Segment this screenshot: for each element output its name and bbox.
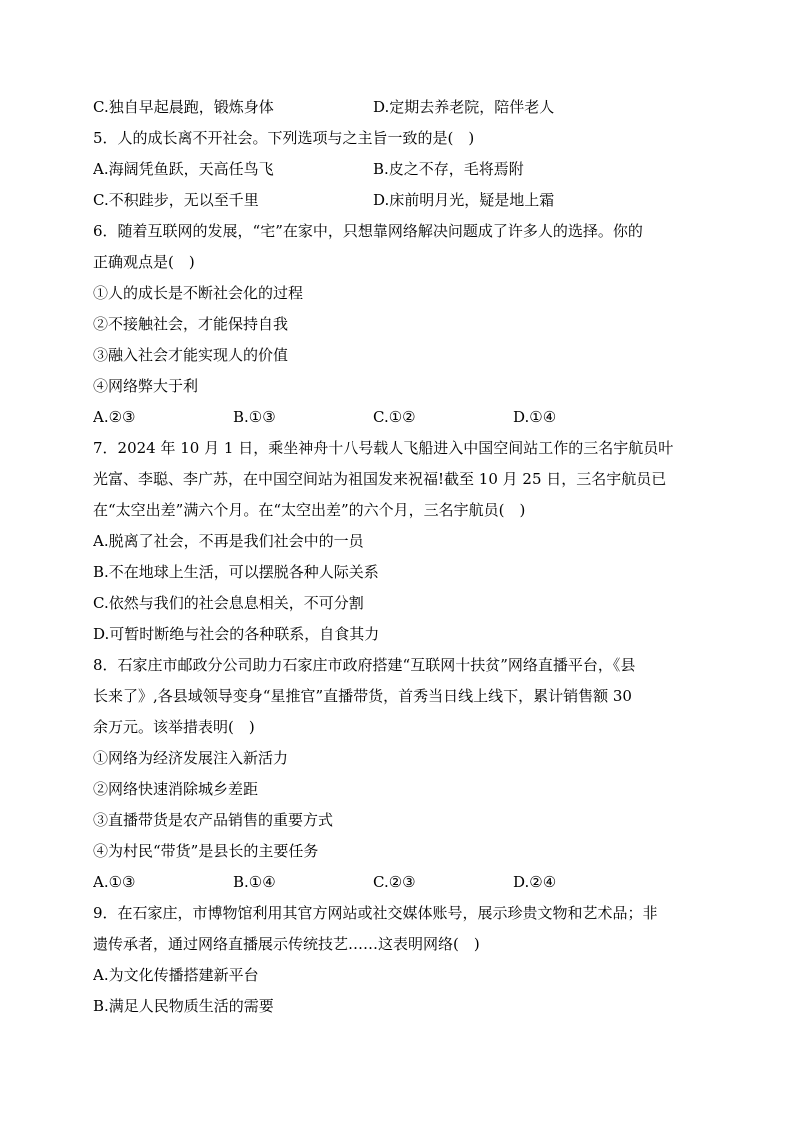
q6-item-1: ①人的成长是不断社会化的过程 bbox=[93, 284, 304, 302]
q9-option-a: A.为文化传播搭建新平台 bbox=[93, 966, 259, 984]
q4-options-cd bbox=[93, 92, 703, 123]
q6-option-a: A.②③ bbox=[93, 408, 136, 426]
q5-options-cd bbox=[93, 185, 703, 216]
q8-option-d: D.②④ bbox=[513, 873, 557, 891]
q7-stem-line3: 在“太空出差”满六个月。在“太空出差”的六个月，三名宇航员( ) bbox=[93, 501, 526, 519]
q6-item-2: ②不接触社会，才能保持自我 bbox=[93, 315, 289, 333]
q7-stem-line2: 光富、李聪、李广苏，在中国空间站为祖国发来祝福!截至 10 月 25 日，三名宇航员已 bbox=[93, 470, 667, 488]
q6-options bbox=[93, 402, 703, 433]
q8-item-1: ①网络为经济发展注入新活力 bbox=[93, 749, 289, 767]
q8-stem-line3: 余万元。该举措表明( ) bbox=[93, 718, 255, 736]
q8-item-2: ②网络快速消除城乡差距 bbox=[93, 780, 259, 798]
q4-option-c: C.独自早起晨跑，锻炼身体 bbox=[93, 98, 274, 116]
q6-option-c: C.①② bbox=[373, 408, 416, 426]
q9-option-b: B.满足人民物质生活的需要 bbox=[93, 997, 274, 1015]
q8-option-a: A.①③ bbox=[93, 873, 136, 891]
q5-option-c: C.不积跬步，无以至千里 bbox=[93, 191, 259, 209]
q8-item-4: ④为村民“带货”是县长的主要任务 bbox=[93, 842, 319, 860]
q6-stem-line2: 正确观点是( ) bbox=[93, 253, 195, 271]
exam-page bbox=[93, 92, 703, 1022]
q7-stem-line1: 7．2024 年 10 月 1 日，乘坐神舟十八号载人飞船进入中国空间站工作的三名宇航员叶 bbox=[93, 439, 674, 457]
q6-option-b: B.①③ bbox=[233, 408, 276, 426]
q8-option-b: B.①④ bbox=[233, 873, 276, 891]
q7-option-b: B.不在地球上生活，可以摆脱各种人际关系 bbox=[93, 563, 379, 581]
q9-stem-line2: 遗传承者，通过网络直播展示传统技艺……这表明网络( ) bbox=[93, 935, 480, 953]
q8-item-3: ③直播带货是农产品销售的重要方式 bbox=[93, 811, 334, 829]
q5-option-b: B.皮之不存，毛将焉附 bbox=[373, 160, 524, 178]
q8-stem-line2: 长来了》,各县域领导变身“星推官”直播带货，首秀当日线上线下，累计销售额 30 bbox=[93, 687, 632, 705]
q4-option-d: D.定期去养老院，陪伴老人 bbox=[373, 98, 555, 116]
q6-item-4: ④网络弊大于利 bbox=[93, 377, 199, 395]
q8-stem-line1: 8．石家庄市邮政分公司助力石家庄市政府搭建“互联网十扶贫”网络直播平台，《县 bbox=[93, 656, 636, 674]
q7-option-c: C.依然与我们的社会息息相关，不可分割 bbox=[93, 594, 364, 612]
q8-option-c: C.②③ bbox=[373, 873, 416, 891]
q6-option-d: D.①④ bbox=[513, 408, 557, 426]
q7-option-a: A.脱离了社会，不再是我们社会中的一员 bbox=[93, 532, 364, 550]
q5-option-a: A.海阔凭鱼跃，天高任鸟飞 bbox=[93, 160, 274, 178]
q9-stem-line1: 9．在石家庄，市博物馆利用其官方网站或社交媒体账号，展示珍贵文物和艺术品；非 bbox=[93, 904, 658, 922]
q8-options bbox=[93, 867, 703, 898]
q5-options-ab bbox=[93, 154, 703, 185]
q5-stem: 5．人的成长离不开社会。下列选项与之主旨一致的是( ) bbox=[93, 129, 475, 147]
q7-option-d: D.可暂时断绝与社会的各种联系，自食其力 bbox=[93, 625, 380, 643]
q6-stem-line1: 6．随着互联网的发展，“宅”在家中，只想靠网络解决问题成了许多人的选择。你的 bbox=[93, 222, 643, 240]
q5-option-d: D.床前明月光，疑是地上霜 bbox=[373, 191, 555, 209]
q6-item-3: ③融入社会才能实现人的价值 bbox=[93, 346, 289, 364]
